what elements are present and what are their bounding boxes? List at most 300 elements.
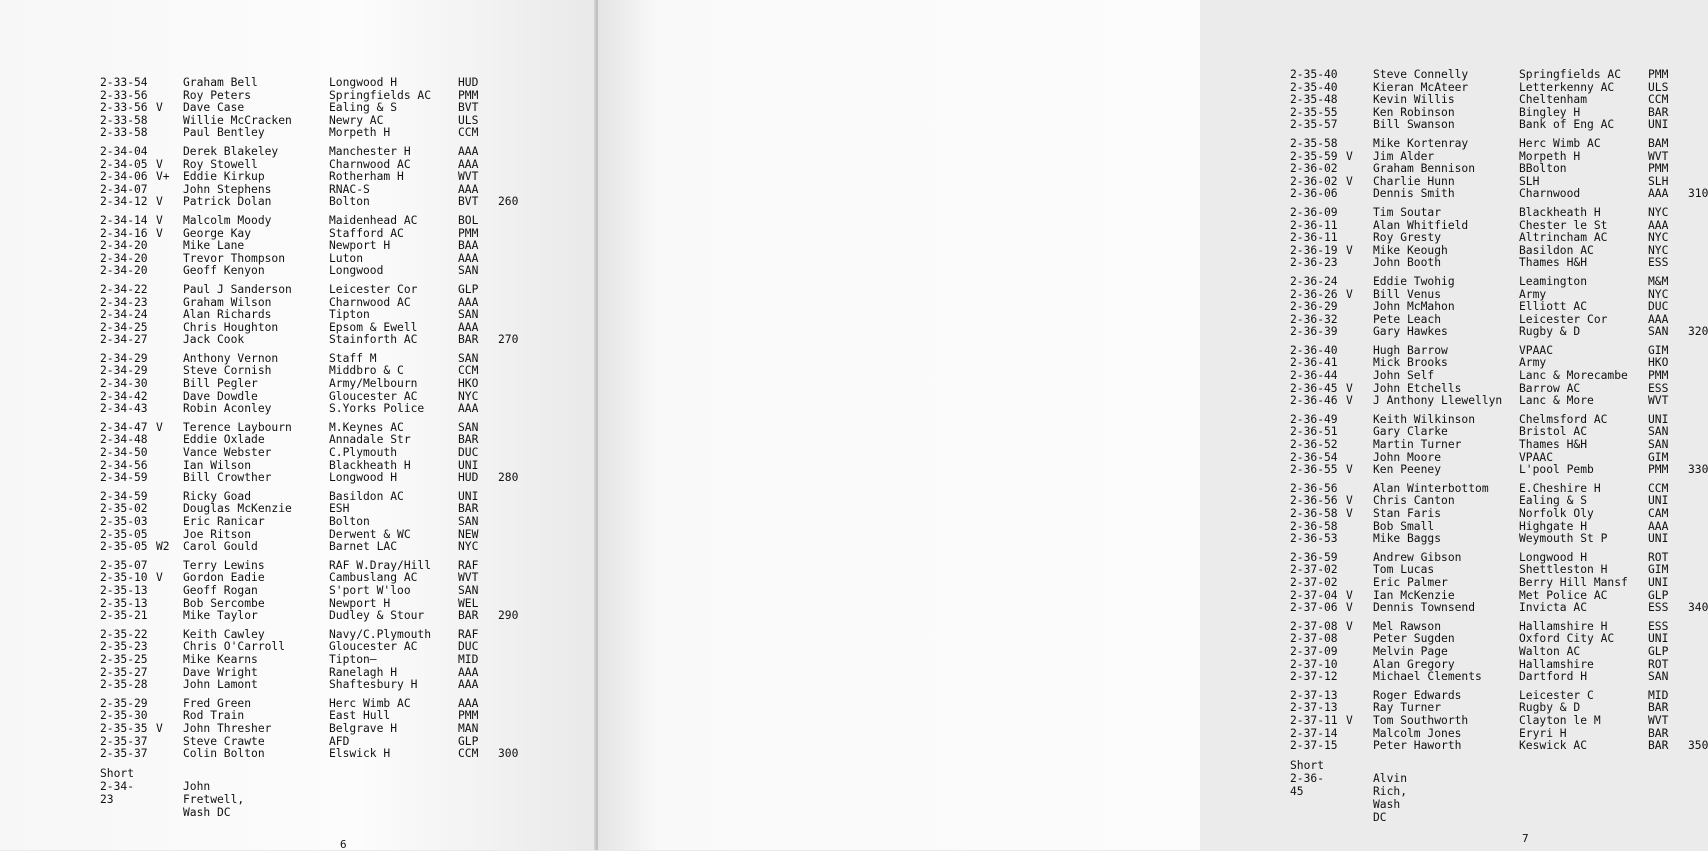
result-row [100,747,519,761]
club-name: Weymouth St P [1519,532,1608,546]
position-count: 340 [1688,601,1708,615]
club-name: Tipton [329,308,370,322]
finish-time: 2-35-40 [1290,68,1338,81]
finish-time: 2-35-05 [100,540,148,554]
athlete-name: Hugh Barrow [1373,343,1448,357]
category-flag: V [156,157,163,171]
athlete-name: Jim Alder [1373,149,1435,163]
result-row [1290,300,1669,314]
county-code: MID [1648,688,1669,702]
club-name: Elliott AC [1519,300,1588,314]
club-name: S.Yorks Police [329,402,425,416]
athlete-name: Mike Keough [1373,243,1448,257]
athlete-name: Keith Cawley [183,627,265,641]
result-row [100,308,479,322]
athlete-name: Willie McCracken [183,113,292,127]
finish-time: 2-37-02 [1290,575,1338,589]
finish-time: 2-36-11 [1290,218,1338,232]
finish-time: 2-37-12 [1290,670,1338,684]
finish-time: 2-36-58 [1290,519,1338,533]
club-name: Elswick H [329,747,391,761]
athlete-name: Bill Swanson [1373,118,1455,132]
club-name: Cambuslang AC [329,571,418,585]
club-name: Newport H [329,239,391,253]
finish-time: 2-35-23 [100,640,148,654]
result-row [1290,463,1708,477]
result-group [1290,688,1708,753]
club-name: Morpeth H [1519,149,1581,163]
page-number: 6 [340,838,347,851]
finish-time: 2-37-13 [1290,701,1338,715]
finish-time: 2-34-14 [100,213,148,227]
finish-time: 2-36-51 [1290,425,1338,439]
result-group [1290,412,1708,477]
result-group [1290,68,1669,132]
finish-time: 2-35-40 [1290,80,1338,94]
finish-time: 2-36-19 [1290,243,1338,257]
result-group [100,627,479,692]
finish-time: 2-36-49 [1290,412,1338,426]
category-flag: V [1346,713,1353,727]
result-row [100,144,479,159]
result-row [100,239,479,253]
county-code: UNI [458,489,479,503]
category-flag: V [156,213,163,227]
club-name: Tipton— [329,652,377,666]
result-group [100,213,479,278]
club-name: Ealing & S [329,101,398,115]
club-name: VPAAC [1519,343,1554,357]
club-name: Newry AC [329,113,384,127]
finish-time: 2-35-58 [1290,136,1338,150]
category-flag: V [1346,619,1353,633]
finish-time: 2-34-59 [100,471,148,485]
athlete-name: Dave Dowdle [183,389,258,403]
category-flag: V [1346,507,1353,520]
club-name: Hallamshire H [1519,619,1608,633]
county-code: HKO [458,377,479,391]
finish-time: 2-35-27 [100,665,148,679]
club-name: Charnwood [1519,187,1581,201]
athlete-name: Dave Case [183,101,245,115]
finish-time: 2-33-56 [100,101,148,115]
athlete-name: Graham Bennison [1373,162,1476,176]
club-name: Hallamshire [1519,657,1594,671]
athlete-name: Tim Soutar [1373,205,1442,219]
club-name: Thames H&H [1519,256,1588,270]
finish-time: 2-36-41 [1290,356,1338,370]
finish-time: 2-37-02 [1290,563,1338,577]
finish-time: 2-36-02 [1290,174,1338,188]
athlete-name: Mike Baggs [1373,532,1442,546]
athlete-name: John Etchells [1373,381,1462,395]
club-name: Blackheath H [1519,205,1601,219]
result-row [1290,713,1669,728]
athlete-name: Joe Ritson [183,527,252,541]
club-name: East Hull [329,709,391,723]
county-code: NYC [1648,205,1669,219]
club-name: Basildon AC [329,489,404,503]
county-code: CCM [1648,481,1669,495]
club-name: Rugby & D [1519,325,1581,339]
club-name: Stainforth AC [329,333,418,347]
club-name: Newport H [329,596,391,610]
short-course-heading: Short [1290,758,1325,772]
county-code: ESS [1648,381,1669,395]
result-row [100,282,479,297]
result-row [100,402,479,416]
club-name: Bingley H [1519,105,1581,119]
result-row [1290,68,1669,82]
county-code: UNI [1648,632,1669,646]
county-code: PMM [458,226,479,240]
athlete-name: Douglas McKenzie [183,502,292,516]
finish-time: 2-37-09 [1290,644,1338,658]
county-code: SAN [1648,425,1669,439]
athlete-name: Robin Aconley [183,402,272,416]
county-code: BOL [458,213,479,227]
category-flag: V [1346,601,1353,615]
club-name: Herc Wimb AC [1519,136,1601,150]
result-group [100,144,519,209]
county-code: DUC [458,446,479,460]
finish-time: 2-35-13 [100,596,148,610]
county-code: CCM [458,364,479,378]
club-name: Springfields AC [1519,68,1622,81]
athlete-name: John Moore [1373,450,1442,464]
result-row [100,583,479,598]
result-row [1290,739,1708,753]
result-row [1290,601,1708,615]
finish-time: 2-33-54 [100,76,148,89]
athlete-name: Mike Kearns [183,652,258,666]
athlete-name: Terry Lewins [183,558,265,572]
athlete-name: Martin Turner [1373,438,1462,452]
result-row [1290,644,1669,659]
finish-time: 2-35-21 [100,609,148,623]
finish-time: 2-34-23 [100,779,135,806]
county-code: ULS [458,113,479,127]
athlete-name: George Kay [183,226,252,240]
club-name: Rugby & D [1519,701,1581,715]
county-code: BAR [458,609,479,623]
result-row [1290,369,1669,383]
athlete-name: Melvin Page [1373,644,1448,658]
result-row [1290,274,1669,289]
result-row [100,377,479,391]
athlete-name: Bob Small [1373,519,1435,533]
result-group [100,558,519,623]
category-flag: V [1346,588,1353,602]
result-row [1290,162,1669,176]
club-name: Invicta AC [1519,601,1588,615]
athlete-name: Keith Wilkinson [1373,412,1476,426]
county-code: BAR [1648,701,1669,715]
county-code: UNI [1648,118,1669,132]
athlete-name: Malcolm Moody [183,213,272,227]
athlete-name: Michael Clements [1373,670,1482,684]
county-code: BAR [458,502,479,516]
category-flag: V [1346,149,1353,163]
club-name: Manchester H [329,144,411,158]
right-page [598,0,1708,850]
county-code: AAA [458,157,479,171]
county-code: M&M [1648,274,1669,288]
athlete-name: Gordon Eadie [183,571,265,585]
finish-time: 2-35-28 [100,678,148,692]
finish-time: 2-36-46 [1290,394,1338,408]
position-count: 290 [498,609,519,623]
finish-time: 2-36-24 [1290,274,1338,288]
finish-time: 2-34-25 [100,320,148,334]
athlete-name: Malcolm Jones [1373,726,1462,740]
finish-time: 2-37-08 [1290,619,1338,633]
county-code: NYC [458,389,479,403]
county-code: WVT [1648,713,1669,727]
club-name: BBolton [1519,162,1567,176]
athlete-name: John McMahon [1373,300,1455,314]
county-code: AAA [1648,519,1669,533]
county-code: SAN [1648,438,1669,452]
category-flag: V [156,195,163,209]
club-name: C.Plymouth [329,446,398,460]
athlete-name: Paul Bentley [183,126,265,140]
county-code: NYC [1648,287,1669,301]
result-row [100,652,479,667]
finish-time: 2-36-45 [1290,381,1338,395]
finish-time: 2-35-37 [100,747,148,761]
athlete-name: Eric Palmer [1373,575,1448,589]
finish-time: 2-37-06 [1290,601,1338,615]
club-name: Oxford City AC [1519,632,1615,646]
club-name: Longwood H [329,76,398,89]
athlete-name: Alan Gregory [1373,657,1455,671]
finish-time: 2-35-35 [100,721,148,735]
county-code: NYC [458,540,479,554]
athlete-name: Stan Faris [1373,507,1442,520]
athlete-name: Alan Richards [183,308,272,322]
club-name: Walton AC [1519,644,1581,658]
result-row [1290,231,1669,245]
county-code: ULS [1648,80,1669,94]
finish-time: 2-36-32 [1290,312,1338,326]
finish-time: 2-37-14 [1290,726,1338,740]
result-row [1290,575,1669,590]
result-row [100,101,479,115]
county-code: SAN [1648,325,1669,339]
athlete-name: John Booth [1373,256,1442,270]
club-name: Cheltenham [1519,93,1588,107]
finish-time: 2-35-05 [100,527,148,541]
athlete-name: Mick Brooks [1373,356,1448,370]
club-name: Belgrave H [329,721,398,735]
county-code: CCM [458,747,479,761]
finish-time: 2-34-07 [100,182,148,196]
club-name: RNAC-S [329,182,370,196]
club-name: Longwood H [1519,550,1588,564]
athlete-name: J Anthony Llewellyn [1373,394,1503,408]
category-flag: V [1346,463,1353,477]
finish-time: 2-34-06 [100,170,148,184]
athlete-name: Ken Peeney [1373,463,1442,477]
athlete-name: John Thresher [183,721,272,735]
finish-time: 2-34-23 [100,295,148,309]
category-flag: V [1346,394,1353,408]
category-flag: V [1346,381,1353,395]
athlete-name: Vance Webster [183,446,272,460]
finish-time: 2-36-23 [1290,256,1338,270]
result-group [100,76,479,140]
athlete-name: Dave Wright [183,665,258,679]
result-row [100,170,479,184]
finish-time: 2-34-29 [100,364,148,378]
athlete-name: Dennis Townsend [1373,601,1476,615]
athlete-name: Alan Winterbottom [1373,481,1489,495]
category-flag: V [156,571,163,585]
athlete-name: Carol Gould [183,540,258,554]
county-code: DUC [1648,300,1669,314]
athlete-name: Chris Canton [1373,494,1455,508]
finish-time: 2-33-56 [100,88,148,102]
athlete-name: Roger Edwards [1373,688,1462,702]
athlete-name: Trevor Thompson [183,251,286,265]
result-row [100,609,519,623]
finish-time: 2-34-59 [100,489,148,503]
category-flag: V [1346,243,1353,257]
finish-time: 2-34-56 [100,458,148,472]
athlete-name: Gary Clarke [1373,425,1448,439]
result-row [100,721,479,736]
result-row [1290,205,1669,220]
athlete-name: Mike Lane [183,239,245,253]
athlete-name: John Self [1373,369,1435,383]
finish-time: 2-35-13 [100,583,148,597]
county-code: MAN [458,721,479,735]
club-name: Eryri H [1519,726,1567,740]
club-name: Epsom & Ewell [329,320,418,334]
county-code: HKO [1648,356,1669,370]
finish-time: 2-36-02 [1290,162,1338,176]
county-code: UNI [1648,575,1669,589]
position-count: 300 [498,747,519,761]
athlete-name: Gary Hawkes [1373,325,1448,339]
result-row [100,515,479,529]
county-code: UNI [1648,412,1669,426]
finish-time: 2-36-54 [1290,450,1338,464]
club-name: Middbro & C [329,364,404,378]
club-name: Leicester Cor [329,282,418,296]
county-code: AAA [458,295,479,309]
finish-time: 2-37-08 [1290,632,1338,646]
county-code: GLP [458,734,479,748]
club-name: Bolton [329,195,370,209]
finish-time: 2-35-37 [100,734,148,748]
position-count: 280 [498,471,519,485]
club-name: Norfolk Oly [1519,507,1594,520]
athlete-name: Charlie Hunn [1373,174,1455,188]
finish-time: 2-34-50 [100,446,148,460]
result-group [100,282,519,347]
finish-time: 2-35-55 [1290,105,1338,119]
county-code: SAN [458,264,479,278]
finish-time: 2-35-10 [100,571,148,585]
category-flag: V [1346,494,1353,508]
finish-time: 2-35-22 [100,627,148,641]
club-name: Stafford AC [329,226,404,240]
athlete-name: Eddie Oxlade [183,433,265,447]
club-name: Chester le St [1519,218,1608,232]
athlete-name: Ken Robinson [1373,105,1455,119]
finish-time: 2-34-24 [100,308,148,322]
athlete-name: Ian McKenzie [1373,588,1455,602]
finish-time: 2-35-48 [1290,93,1338,107]
county-code: AAA [458,144,479,158]
category-flag: V [1346,174,1353,188]
club-name: AFD [329,734,350,748]
result-row [1290,670,1669,684]
club-name: Thames H&H [1519,438,1588,452]
athlete-name: Chris Houghton [183,320,279,334]
club-name: Morpeth H [329,126,391,140]
finish-time: 2-35-30 [100,709,148,723]
county-code: AAA [458,402,479,416]
athlete-name: Peter Sugden [1373,632,1455,646]
county-code: HUD [458,471,479,485]
club-name: Chelmsford AC [1519,412,1608,426]
position-count: 310 [1688,187,1708,201]
county-code: AAA [458,665,479,679]
finish-time: 2-34-42 [100,389,148,403]
finish-time: 2-34-22 [100,282,148,296]
county-code: NYC [1648,243,1669,257]
result-group [1290,274,1708,339]
result-row [1290,532,1669,546]
club-name: Gloucester AC [329,389,418,403]
results-list [100,76,519,819]
county-code: ESS [1648,619,1669,633]
athlete-name: Graham Bell [183,76,258,89]
club-name: Bristol AC [1519,425,1588,439]
athlete-name: Roy Peters [183,88,252,102]
result-row [100,195,519,209]
athlete-name: Jack Cook [183,333,245,347]
finish-time: 2-36-39 [1290,325,1338,339]
club-name: Herc Wimb AC [329,696,411,710]
result-row [100,333,519,347]
county-code: AAA [458,320,479,334]
club-name: Dartford H [1519,670,1588,684]
county-code: AAA [1648,312,1669,326]
county-code: RAF [458,558,479,572]
athlete-name: Roy Gresty [1373,231,1442,245]
club-name: Leicester C [1519,688,1594,702]
club-name: M.Keynes AC [329,420,404,434]
athlete-name: Bob Sercombe [183,596,265,610]
finish-time: 2-34-20 [100,251,148,265]
club-name: Lanc & More [1519,394,1594,408]
athlete-name: Steve Cornish [183,364,272,378]
county-code: GIM [1648,563,1669,577]
result-row [100,471,519,485]
county-code: NEW [458,527,479,541]
finish-time: 2-34-27 [100,333,148,347]
finish-time: 2-35-02 [100,502,148,516]
finish-time: 2-36-45 [1290,771,1325,798]
finish-time: 2-36-40 [1290,343,1338,357]
result-row [1290,507,1669,521]
county-code: PMM [458,88,479,102]
result-row [1290,187,1708,201]
